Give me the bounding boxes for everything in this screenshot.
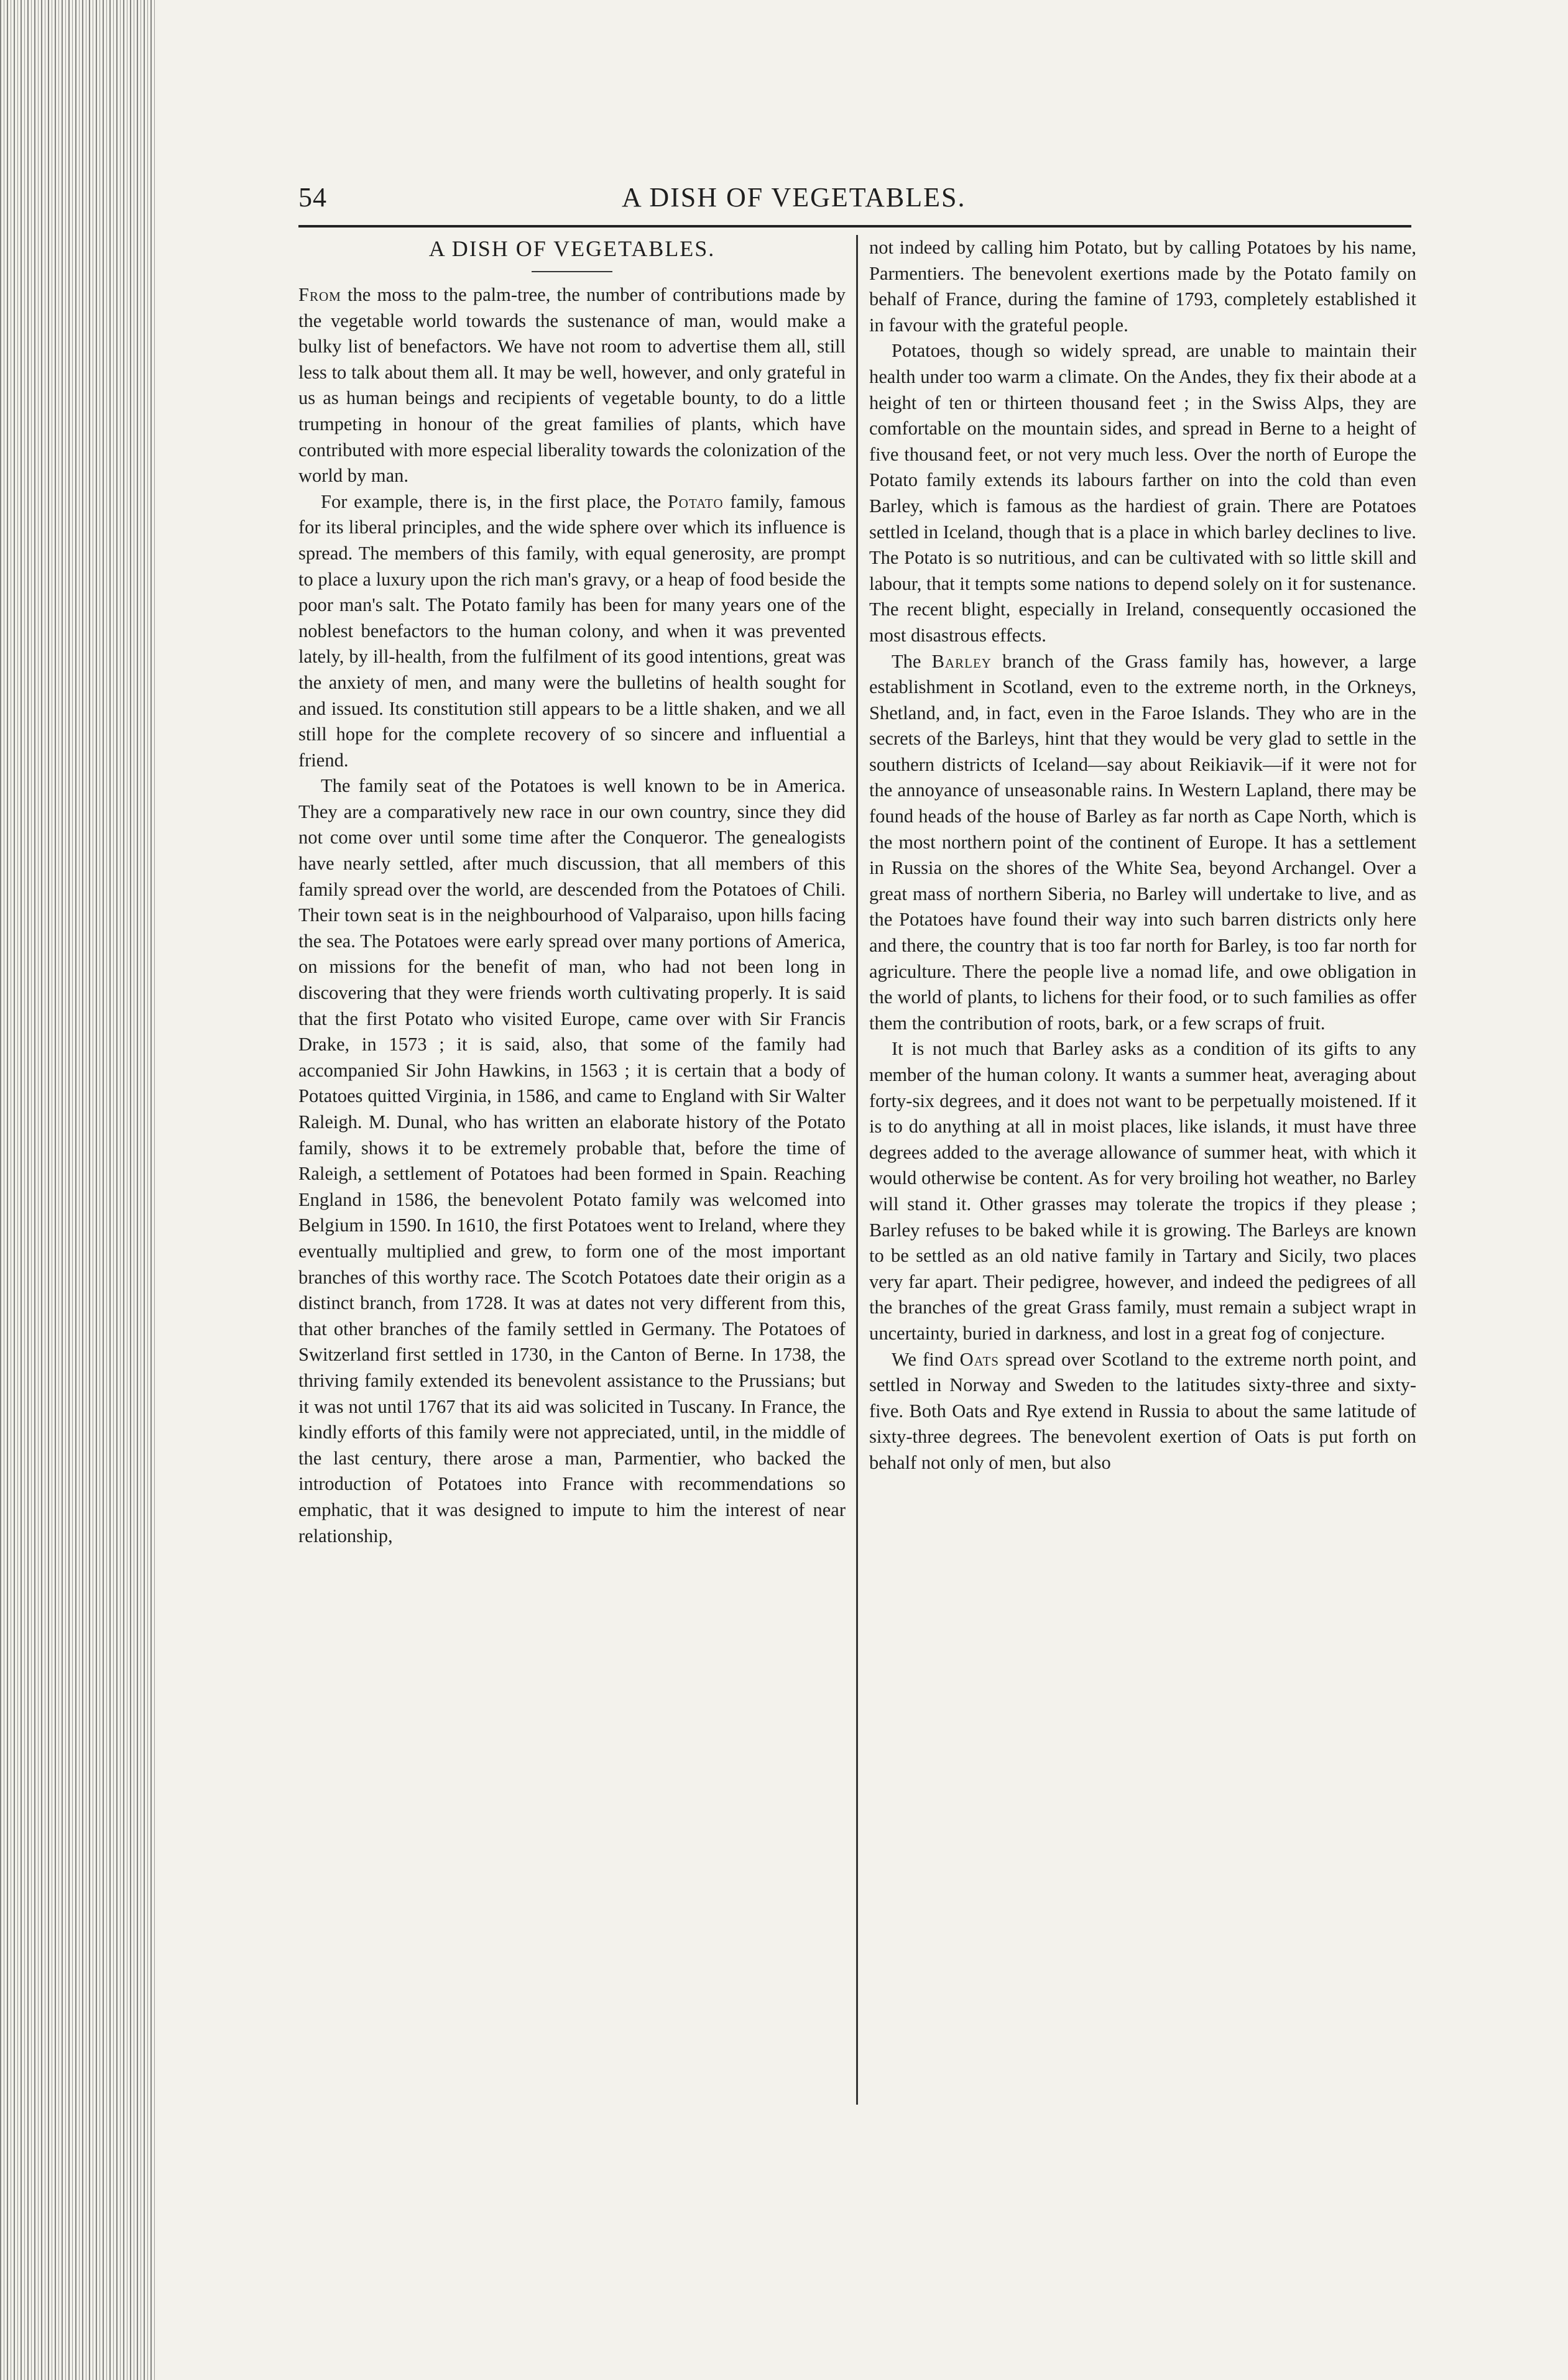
lead-word: Oats bbox=[959, 1348, 999, 1370]
header-rule bbox=[298, 225, 1411, 227]
lead-word: Potato bbox=[667, 490, 724, 512]
paragraph bbox=[869, 649, 1416, 1037]
paragraph bbox=[869, 235, 1416, 338]
paragraph-text: the moss to the palm-tree, the number of contributions made by the vegetable world towards the sustenance of man, would make a bulky list of benefactors. We have not room to advertise them all, still less to talk about them all. It may be well, however, and only grateful in us as human beings and recipients of vegetable bounty, to do a little trumpeting in honour of the great families of plants, which have contributed with more especial liberality towards the colonization of the world by man. bbox=[298, 284, 846, 487]
running-title: A DISH OF VEGETABLES. bbox=[622, 182, 966, 213]
paragraph-text: The bbox=[892, 650, 932, 672]
page-number: 54 bbox=[298, 182, 327, 213]
paragraph bbox=[869, 338, 1416, 648]
paragraph bbox=[298, 489, 846, 774]
right-column bbox=[869, 235, 1416, 2100]
paragraph-text: spread over Scotland to the extreme north point, and settled in Norway and Sweden to the latitudes sixty-three and sixty-five. Both Oats and Rye extend in Russia to about the same latitude of sixty-three degrees. The benevolent exertion of Oats is put forth on behalf not only of men, but also bbox=[869, 1348, 1416, 1473]
paragraph bbox=[298, 773, 846, 1549]
binding-gutter bbox=[0, 0, 155, 2380]
paragraph-text: Potatoes, though so widely spread, are unable to maintain their health under too warm a climate. On the Andes, they fix their abode at a height of ten or thirteen thousand feet ; in the Swiss Alps, they are comfortable on the mountain sides, and spread in Berne to a height of five thousand feet, or not very much less. Over the north of Europe the Potato family extends its labours farther on into the cold than even Barley, which is famous as the hardiest of grain. There are Potatoes settled in Iceland, though that is a place in which barley declines to live. The Potato is so nutritious, and can be cultivated with so little skill and labour, that it tempts some nations to depend solely on it for sustenance. The recent blight, especially in Ireland, consequently occasioned the most disastrous effects. bbox=[869, 340, 1416, 646]
paragraph bbox=[869, 1347, 1416, 1476]
paragraph-text: The family seat of the Potatoes is well known to be in America. They are a comparatively new race in our own country, since they did not come over until some time after the Conqueror. The genealogists have nearly settled, after much discussion, that all members of this family spread over the world, are descended from the Potatoes of Chili. Their town seat is in the neighbourhood of Valparaiso, upon hills facing the sea. The Potatoes were early spread over many portions of America, on missions for the benefit of man, who had not been long in discovering that they were friends worth cultivating properly. It is said that the first Potato who visited Europe, came over with Sir Francis Drake, in 1573 ; it is said, also, that some of the family had accompanied Sir John Hawkins, in 1563 ; it is certain that a body of Potatoes quitted Virginia, in 1586, and came to England with Sir Walter Raleigh. M. Dunal, who has written an elaborate history of the Potato family, shows it to be extremely probable that, before the time of Raleigh, a settlement of Potatoes had been formed in Spain. Reaching England in 1586, the benevolent Potato family was welcomed into Belgium in 1590. In 1610, the first Potatoes went to Ireland, where they eventually multiplied and grew, to form one of the most important branches of this worthy race. The Scotch Potatoes date their origin as a distinct branch, from 1728. It was at dates not very different from this, that other branches of the family settled in Germany. The Potatoes of Switzerland first settled in 1730, in the Canton of Berne. In 1738, the thriving family extended its benevolent assistance to the Prussians; but it was not until 1767 that its aid was solicited in Tuscany. In France, the kindly efforts of this family were not appreciated, until, in the middle of the last century, there arose a man, Parmentier, who backed the introduction of Potatoes into France with recommendations so emphatic, that it was designed to impute to him the interest of near relationship, bbox=[298, 775, 846, 1546]
paragraph-text: For example, there is, in the first place, the bbox=[321, 490, 668, 512]
title-rule bbox=[532, 271, 612, 272]
paragraph-text: It is not much that Barley asks as a condition of its gifts to any member of the human colony. It wants a summer heat, averaging about forty-six degrees, and it does not want to be perpetually moistened. If it is to do anything at all in moist places, like islands, it must have three degrees added to the average allowance of summer heat, with which it would otherwise be content. As for very broiling hot weather, no Barley will stand it. Other grasses may tolerate the tropics if they please ; Barley refuses to be baked while it is growing. The Barleys are known to be settled as an old native family in Tartary and Sicily, two places very far apart. Their pedigree, however, and indeed the pedigrees of all the branches of the great Grass family, must remain a subject wrapt in uncertainty, buried in darkness, and lost in a great fog of conjecture. bbox=[869, 1038, 1416, 1344]
lead-word: From bbox=[298, 284, 341, 305]
left-column bbox=[298, 235, 846, 2100]
column-divider bbox=[856, 235, 858, 2105]
paragraph-text: family, famous for its liberal principles, and the wide sphere over which its influence is spread. The members of this family, with equal generosity, are prompt to place a luxury upon the rich man's gravy, or a heap of food beside the poor man's salt. The Potato family has been for many years one of the noblest benefactors to the human colony, and when it was prevented lately, by ill-health, from the fulfilment of its good intentions, great was the anxiety of men, and many were the bulletins of health sought for and issued. Its constitution still appears to be a little shaken, and we all still hope for the complete recovery of so sincere and influential a friend. bbox=[298, 490, 846, 771]
paragraph-text: We find bbox=[892, 1348, 960, 1370]
paragraph-text: not indeed by calling him Potato, but by calling Potatoes by his name, Parmentiers. The benevolent exertions made by the Potato family on behalf of France, during the famine of 1793, completely established it in favour with the grateful people. bbox=[869, 237, 1416, 336]
paragraph-text: branch of the Grass family has, however, a large establishment in Scotland, even to the extreme north, in the Orkneys, Shetland, and, in fact, even in the Faroe Islands. They who are in the secrets of the Barleys, hint that they would be very glad to settle in the southern districts of Iceland—say about Reikiavik—if it were not for the annoyance of unseasonable rains. In Western Lapland, there may be found heads of the house of Barley as far north as Cape North, which is the most northern point of the continent of Europe. It has a settlement in Russia on the shores of the White Sea, beyond Archangel. Over a great mass of northern Siberia, no Barley will undertake to live, and as the Potatoes have found their way into such barren districts only here and there, the country that is too far north for Barley, is too far north for agriculture. There the people live a nomad life, and owe obligation in the world of plants, to lichens for their food, or to such families as offer them the contribution of roots, bark, or a few scraps of fruit. bbox=[869, 650, 1416, 1034]
article-title: A DISH OF VEGETABLES. bbox=[428, 236, 716, 261]
paragraph bbox=[869, 1036, 1416, 1346]
paragraph bbox=[298, 282, 846, 489]
lead-word: Barley bbox=[931, 650, 992, 672]
